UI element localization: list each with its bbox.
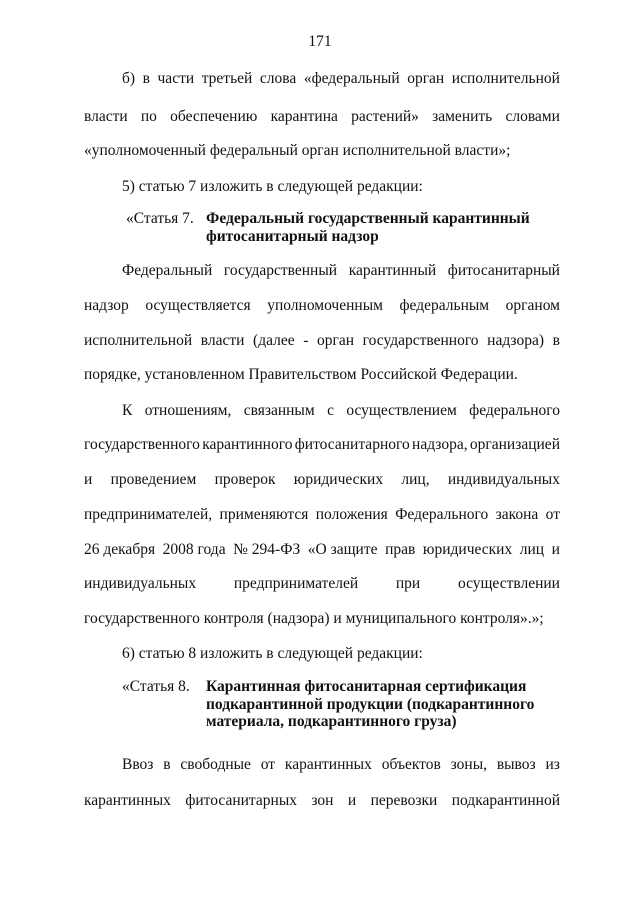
word: государственный	[223, 262, 338, 279]
word: лиц,	[401, 471, 430, 488]
word: слова	[259, 70, 297, 87]
para4-line7: государственного контроля (надзора) и муниципального контроля».»;	[84, 610, 544, 627]
word: К	[122, 402, 133, 419]
para1-line3: «уполномоченный федеральный орган исполнительной власти»;	[84, 142, 511, 159]
word: осуществлении	[457, 575, 560, 592]
word: фитосанитарного	[294, 436, 410, 453]
para4-line3	[84, 471, 560, 489]
word: индивидуальных	[84, 575, 197, 592]
word: от	[260, 756, 276, 773]
word: свободные	[180, 756, 251, 773]
word: связанным	[243, 402, 315, 419]
word: положения	[315, 506, 388, 523]
word: от	[545, 506, 560, 523]
word: № 294-ФЗ	[233, 541, 301, 558]
word: применяются	[219, 506, 309, 523]
word: обеспечению	[170, 108, 258, 125]
word: надзора,	[412, 436, 468, 453]
word: Федеральный	[122, 262, 213, 279]
article8-title-line3: материала, подкарантинного груза)	[206, 713, 457, 730]
word: 2008 года	[162, 541, 226, 558]
article8-label: «Статья 8.	[122, 678, 190, 695]
para4-line5	[84, 541, 560, 559]
word: осуществляется	[145, 297, 251, 314]
para3-line2	[84, 297, 560, 315]
word: фитосанитарный	[447, 262, 560, 279]
para1-line2	[84, 108, 560, 126]
word: федеральным	[399, 297, 490, 314]
word: карантина	[270, 108, 338, 125]
word: объектов	[381, 756, 441, 773]
word: зон	[311, 792, 334, 809]
para4-line4	[84, 506, 560, 524]
word: при	[395, 575, 421, 592]
word: карантинный	[348, 262, 437, 279]
para4-line1	[122, 402, 560, 420]
article7-title-line1: Федеральный государственный карантинный	[206, 210, 530, 227]
para4-line6	[84, 575, 560, 593]
para2-text: 5) статью 7 изложить в следующей редакции:	[122, 178, 423, 195]
word: предпринимателей,	[84, 506, 213, 523]
word: в	[552, 332, 560, 349]
word: надзор	[84, 297, 129, 314]
word: надзора)	[487, 332, 544, 349]
word: исполнительной	[451, 70, 560, 87]
word: в	[142, 70, 150, 87]
word: карантинных	[284, 756, 372, 773]
word: предпринимателей	[233, 575, 359, 592]
word: государственного	[362, 332, 479, 349]
word: прав	[385, 541, 416, 558]
article7-label: «Статья 7.	[126, 210, 194, 227]
article8-title-line1: Карантинная фитосанитарная сертификация	[206, 678, 527, 695]
word: подкарантинной	[451, 792, 560, 809]
word: зоны,	[450, 756, 487, 773]
article7-title-line2: фитосанитарный надзор	[206, 228, 379, 245]
word: Ввоз	[122, 756, 154, 773]
word: вывоз	[496, 756, 536, 773]
word: проверок	[214, 471, 276, 488]
word: Федерального	[395, 506, 489, 523]
page-number: 171	[308, 33, 332, 50]
word: организацией	[469, 436, 560, 453]
word: исполнительной	[84, 332, 193, 349]
para3-line1	[122, 262, 560, 280]
word: третьей	[201, 70, 253, 87]
word: индивидуальных	[447, 471, 560, 488]
para6-line1	[122, 756, 560, 774]
word: карантинного	[202, 436, 293, 453]
word: (далее	[253, 332, 295, 349]
word: перевозки	[370, 792, 438, 809]
para5-text: 6) статью 8 изложить в следующей редакции:	[122, 645, 423, 662]
word: проведением	[110, 471, 197, 488]
word: -	[303, 332, 309, 349]
word: части	[157, 70, 195, 87]
word: юридических	[293, 471, 384, 488]
word: б)	[122, 70, 136, 87]
para3-line4: порядке, установленном Правительством Российской Федерации.	[84, 366, 518, 383]
article8-title-line2: подкарантинной продукции (подкарантинного	[206, 696, 535, 713]
word: отношениям,	[144, 402, 232, 419]
para6-line2	[84, 792, 560, 810]
word: орган	[317, 332, 355, 349]
word: словами	[505, 108, 560, 125]
word: «О защите	[307, 541, 378, 558]
word: из	[545, 756, 560, 773]
para1-line1	[122, 70, 560, 88]
word: и	[551, 541, 560, 558]
word: 26 декабря	[84, 541, 156, 558]
word: фитосанитарных	[185, 792, 297, 809]
word: уполномоченным	[267, 297, 383, 314]
word: власти	[200, 332, 245, 349]
word: в	[163, 756, 171, 773]
word: лиц	[519, 541, 545, 558]
word: и	[347, 792, 357, 809]
word: растений»	[351, 108, 419, 125]
word: федерального	[469, 402, 560, 419]
word: закона	[495, 506, 539, 523]
word: «федеральный	[303, 70, 400, 87]
word: с	[327, 402, 334, 419]
word: государственного	[84, 436, 200, 453]
word: карантинных	[84, 792, 171, 809]
para4-line2	[84, 436, 560, 454]
word: юридических	[422, 541, 513, 558]
word: органом	[505, 297, 560, 314]
word: и	[84, 471, 93, 488]
word: орган	[407, 70, 445, 87]
word: осуществлением	[346, 402, 457, 419]
word: власти	[84, 108, 128, 125]
para3-line3	[84, 332, 560, 350]
word: по	[140, 108, 157, 125]
word: заменить	[432, 108, 493, 125]
